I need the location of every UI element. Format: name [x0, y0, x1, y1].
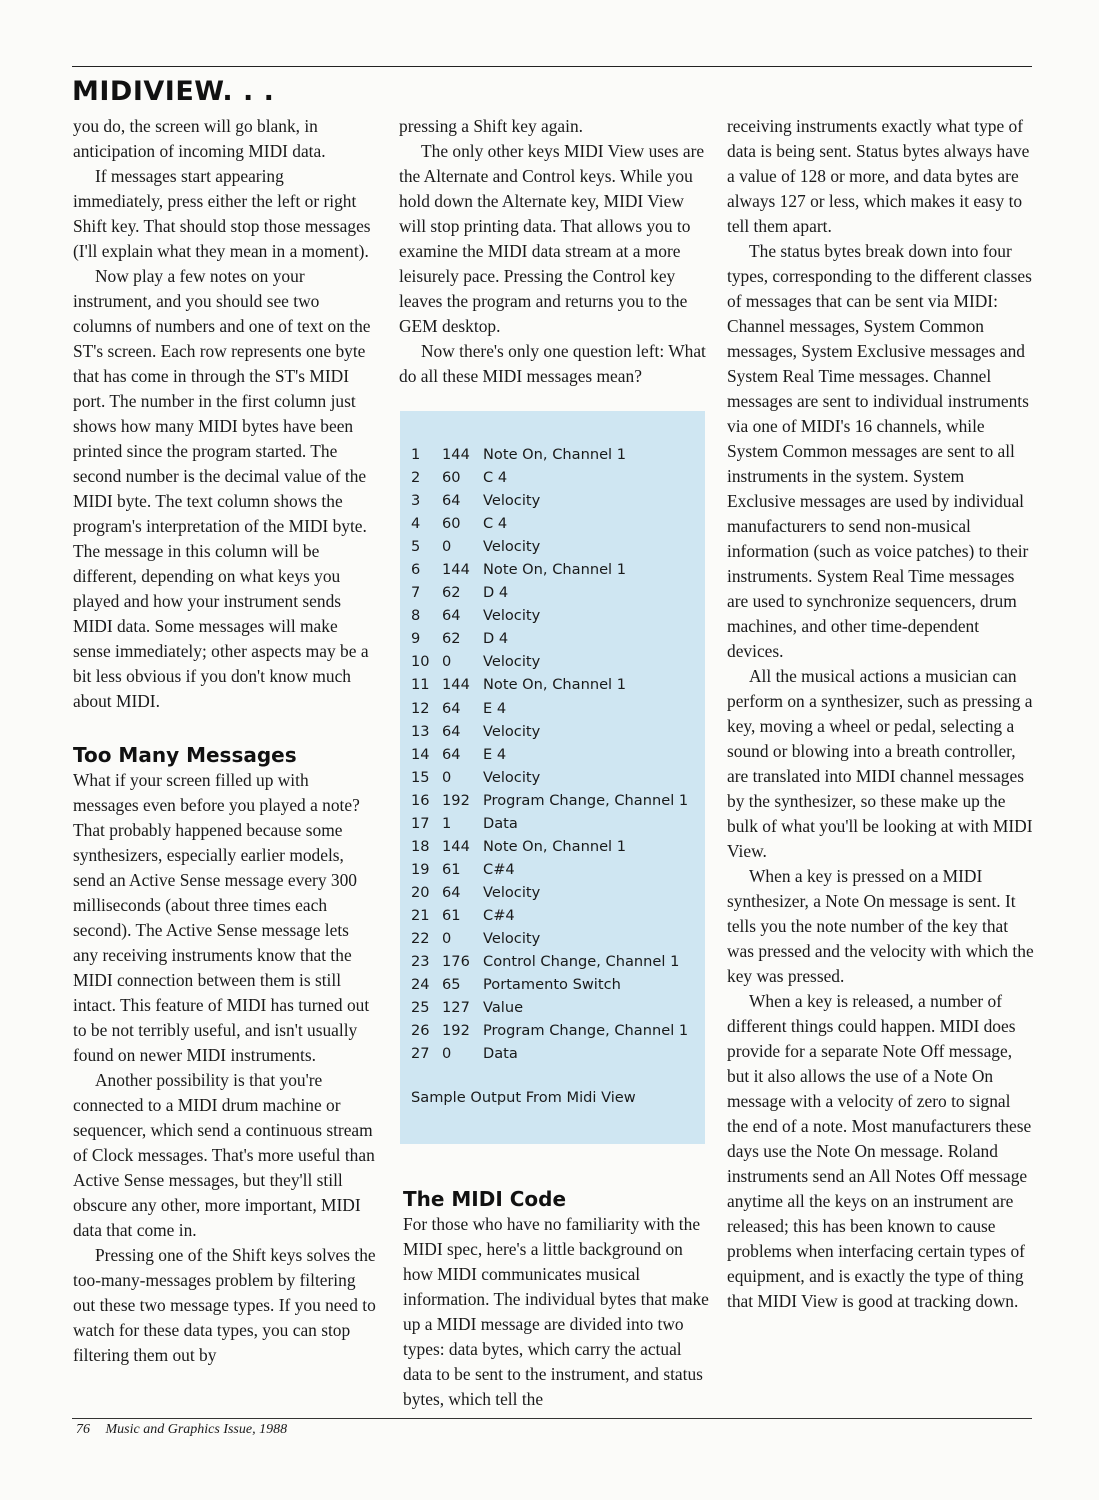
paragraph: receiving instruments exactly what type of data is being sent. Status bytes always have a value of 128 or more, and data bytes are always 127 or less, which makes it easy to tell them apart. — [727, 116, 1030, 236]
sample-row-index: 11 — [411, 676, 430, 694]
paragraph: For those who have no familiarity with the MIDI spec, here's a little background on how MIDI communicates musical information. The individual bytes that make up a MIDI message are divided into two types: data bytes, which carry the actual data to be sent to the instrument, and status bytes, which tell the — [403, 1214, 709, 1409]
sample-row-description: Note On, Channel 1 — [483, 676, 627, 694]
sample-row-value: 144 — [442, 561, 470, 579]
sample-row — [411, 558, 688, 581]
sample-output-list — [411, 443, 688, 1065]
footer — [76, 1422, 287, 1438]
paragraph: All the musical actions a musician can perform on a synthesizer, such as pressing a key, moving a wheel or pedal, selecting a sound or blowing into a breath controller, are translated into MIDI channel messages by the synthesizer, so these make up the bulk of what you'll be looking at with MIDI View. — [727, 666, 1033, 861]
sample-row-value: 192 — [442, 1022, 470, 1040]
sample-row-description: E 4 — [483, 699, 507, 717]
sample-row — [411, 697, 688, 720]
sample-caption: Sample Output From Midi View — [411, 1089, 636, 1106]
sample-row — [411, 789, 688, 812]
subhead-the-midi-code: The MIDI Code — [403, 1187, 567, 1211]
sample-row-index: 20 — [411, 883, 430, 901]
sample-row-description: E 4 — [483, 745, 507, 763]
column-2 — [399, 114, 709, 389]
sample-row-index: 3 — [411, 492, 421, 510]
sample-row-description: Velocity — [483, 722, 541, 740]
header-title: MIDIVIEW. . . — [72, 76, 275, 107]
sample-row-value: 176 — [442, 953, 470, 971]
sample-row-description: Velocity — [483, 883, 541, 901]
sample-row-index: 9 — [411, 630, 421, 648]
sample-row-description: Velocity — [483, 929, 541, 947]
sample-row-index: 5 — [411, 538, 421, 556]
sample-row-value: 127 — [442, 999, 470, 1017]
sample-row-value: 65 — [442, 976, 461, 994]
sample-row-description: Note On, Channel 1 — [483, 446, 627, 463]
sample-row-description: Velocity — [483, 492, 541, 510]
sample-row-value: 60 — [442, 469, 461, 487]
sample-row — [411, 858, 688, 881]
sample-row-value: 61 — [442, 860, 461, 878]
sample-row-value: 192 — [442, 791, 470, 809]
sample-row-value: 0 — [442, 768, 452, 786]
sample-row-description: C 4 — [483, 515, 508, 533]
paragraph: Now there's only one question left: What do all these MIDI messages mean? — [399, 341, 706, 386]
column-1 — [73, 114, 378, 1368]
sample-row — [411, 835, 688, 858]
sample-row-value: 144 — [442, 837, 470, 855]
sample-row-index: 13 — [411, 722, 430, 740]
sample-row-value: 1 — [442, 814, 452, 832]
sample-row-value: 64 — [442, 699, 461, 717]
sample-row-index: 27 — [411, 1045, 430, 1063]
sample-row-index: 17 — [411, 814, 430, 832]
paragraph: Pressing one of the Shift keys solves the too-many-messages problem by filtering out these two message types. If you need to watch for these data types, you can stop filtering them out by — [73, 1245, 376, 1365]
paragraph: When a key is released, a number of different things could happen. MIDI does provide for a separate Note Off message, but it also allows the use of a Note On message with a velocity of zero to signal the end of a note. Most manufacturers these days use the Note On message. Roland instruments send an All Notes Off message anytime all the keys on an instrument are released; this has been known to cause problems when interfacing certain types of equipment, and is exactly the type of thing that MIDI View is good at tracking down. — [727, 991, 1032, 1311]
sample-row-description: Program Change, Channel 1 — [483, 1022, 689, 1040]
section-midi-code — [403, 1186, 713, 1412]
sample-row-value: 62 — [442, 584, 461, 602]
sample-row-value: 0 — [442, 1045, 452, 1063]
sample-output-box — [400, 411, 705, 1144]
sample-row-index: 6 — [411, 561, 421, 579]
sample-row-description: C#4 — [483, 906, 515, 924]
paragraph: If messages start appearing immediately, press either the left or right Shift key. That should stop those messages (I'll explain what they mean in a moment). — [73, 166, 371, 261]
sample-row-index: 4 — [411, 515, 421, 533]
sample-row — [411, 604, 688, 627]
paragraph: What if your screen filled up with messages even before you played a note? That probably happened because some synthesizers, especially earlier models, send an Active Sense message every 300 milliseconds (about three times each second). The Active Sense message lets any receiving instruments know that the MIDI connection between them is still intact. This feature of MIDI has turned out to be not terribly useful, and isn't usually found on newer MIDI instruments. — [73, 770, 370, 1065]
top-rule — [72, 66, 1032, 67]
paragraph: When a key is pressed on a MIDI synthesizer, a Note On message is sent. It tells you the note number of the key that was pressed and the velocity with which the key was pressed. — [727, 866, 1034, 986]
sample-row-value: 144 — [442, 446, 470, 463]
bottom-rule — [72, 1418, 1032, 1419]
sample-row-value: 64 — [442, 607, 461, 625]
sample-row-description: D 4 — [483, 584, 509, 602]
sample-row-index: 18 — [411, 837, 430, 855]
sample-row — [411, 904, 688, 927]
publication-name: Music and Graphics Issue, 1988 — [105, 1422, 288, 1437]
sample-row-index: 15 — [411, 768, 430, 786]
sample-row-description: Velocity — [483, 768, 541, 786]
sample-row-index: 26 — [411, 1022, 430, 1040]
sample-row — [411, 950, 688, 973]
sample-row-index: 14 — [411, 745, 430, 763]
sample-row — [411, 627, 688, 650]
sample-row-value: 64 — [442, 492, 461, 510]
sample-row-value: 64 — [442, 883, 461, 901]
sample-row — [411, 1019, 688, 1042]
sample-row-index: 24 — [411, 976, 430, 994]
sample-row-index: 16 — [411, 791, 430, 809]
sample-row-value: 0 — [442, 929, 452, 947]
sample-row-description: Velocity — [483, 538, 541, 556]
sample-row-index: 25 — [411, 999, 430, 1017]
sample-row-description: Control Change, Channel 1 — [483, 953, 680, 971]
sample-row — [411, 581, 688, 604]
page-number: 76 — [76, 1422, 90, 1437]
sample-row-index: 12 — [411, 699, 430, 717]
sample-row — [411, 973, 688, 996]
sample-row — [411, 443, 688, 466]
sample-row-description: Velocity — [483, 607, 541, 625]
sample-row — [411, 766, 688, 789]
subhead-too-many-messages: Too Many Messages — [73, 743, 297, 767]
sample-row-value: 0 — [442, 538, 452, 556]
sample-row-value: 61 — [442, 906, 461, 924]
sample-row-description: C#4 — [483, 860, 515, 878]
sample-row — [411, 881, 688, 904]
paragraph: Another possibility is that you're connected to a MIDI drum machine or sequencer, which send a continuous stream of Clock messages. That's more useful than Active Sense messages, but they'll still obscure any other, more important, MIDI data that come in. — [73, 1070, 375, 1240]
paragraph: pressing a Shift key again. — [399, 116, 584, 136]
sample-row-index: 23 — [411, 953, 430, 971]
sample-row-value: 60 — [442, 515, 461, 533]
sample-row — [411, 720, 688, 743]
sample-row-index: 21 — [411, 906, 430, 924]
sample-row-description: Value — [483, 999, 524, 1017]
sample-row — [411, 812, 688, 835]
paragraph: you do, the screen will go blank, in anticipation of incoming MIDI data. — [73, 116, 326, 161]
sample-row-index: 2 — [411, 469, 421, 487]
paragraph: The only other keys MIDI View uses are the Alternate and Control keys. While you hold down the Alternate key, MIDI View will stop printing data. That allows you to examine the MIDI data stream at a more leisurely pace. Pressing the Control key leaves the program and returns you to the GEM desktop. — [399, 141, 705, 336]
sample-row — [411, 673, 688, 696]
sample-row-description: C 4 — [483, 469, 508, 487]
sample-row-value: 144 — [442, 676, 470, 694]
sample-row-index: 19 — [411, 860, 430, 878]
sample-row-description: Program Change, Channel 1 — [483, 791, 689, 809]
sample-row-index: 8 — [411, 607, 421, 625]
sample-row-description: Note On, Channel 1 — [483, 561, 627, 579]
sample-row-description: Note On, Channel 1 — [483, 837, 627, 855]
sample-row-index: 10 — [411, 653, 430, 671]
sample-row — [411, 466, 688, 489]
sample-row-description: Data — [483, 1045, 518, 1063]
sample-row-value: 64 — [442, 722, 461, 740]
paragraph: Now play a few notes on your instrument, and you should see two columns of numbers and one of text on the ST's screen. Each row represents one byte that has come in through the ST's MIDI port. The number in the first column just shows how many MIDI bytes have been printed since the program started. The second number is the decimal value of the MIDI byte. The text column shows the program's interpretation of the MIDI byte. The message in this column will be different, depending on what keys you played and how your instrument sends MIDI data. Some messages will make sense immediately; other aspects may be a bit less obvious if you don't know much about MIDI. — [73, 266, 371, 711]
paragraph: The status bytes break down into four types, corresponding to the different classes of messages that can be sent via MIDI: Channel messages, System Common messages, System Exclusive messages and System Real Time messages. Channel messages are sent to individual instruments via one of MIDI's 16 channels, while System Common messages are sent to all instruments in the system. System Exclusive messages are used by individual manufacturers to send non-musical information (such as voice patches) to their instruments. System Real Time messages are used to synchronize sequencers, drum machines, and other time-dependent devices. — [727, 241, 1032, 661]
sample-row-value: 62 — [442, 630, 461, 648]
sample-row — [411, 1042, 688, 1065]
sample-row — [411, 996, 688, 1019]
sample-row — [411, 512, 688, 535]
sample-row-description: Portamento Switch — [483, 976, 621, 994]
sample-row — [411, 927, 688, 950]
column-3 — [727, 114, 1034, 1314]
sample-row-index: 7 — [411, 584, 421, 602]
sample-row — [411, 535, 688, 558]
sample-row — [411, 489, 688, 512]
sample-row — [411, 743, 688, 766]
sample-row-index: 22 — [411, 929, 430, 947]
sample-row-value: 0 — [442, 653, 452, 671]
sample-row-description: Velocity — [483, 653, 541, 671]
sample-row-index: 1 — [411, 446, 421, 463]
sample-row-description: D 4 — [483, 630, 509, 648]
sample-row — [411, 650, 688, 673]
sample-row-value: 64 — [442, 745, 461, 763]
sample-row-description: Data — [483, 814, 518, 832]
